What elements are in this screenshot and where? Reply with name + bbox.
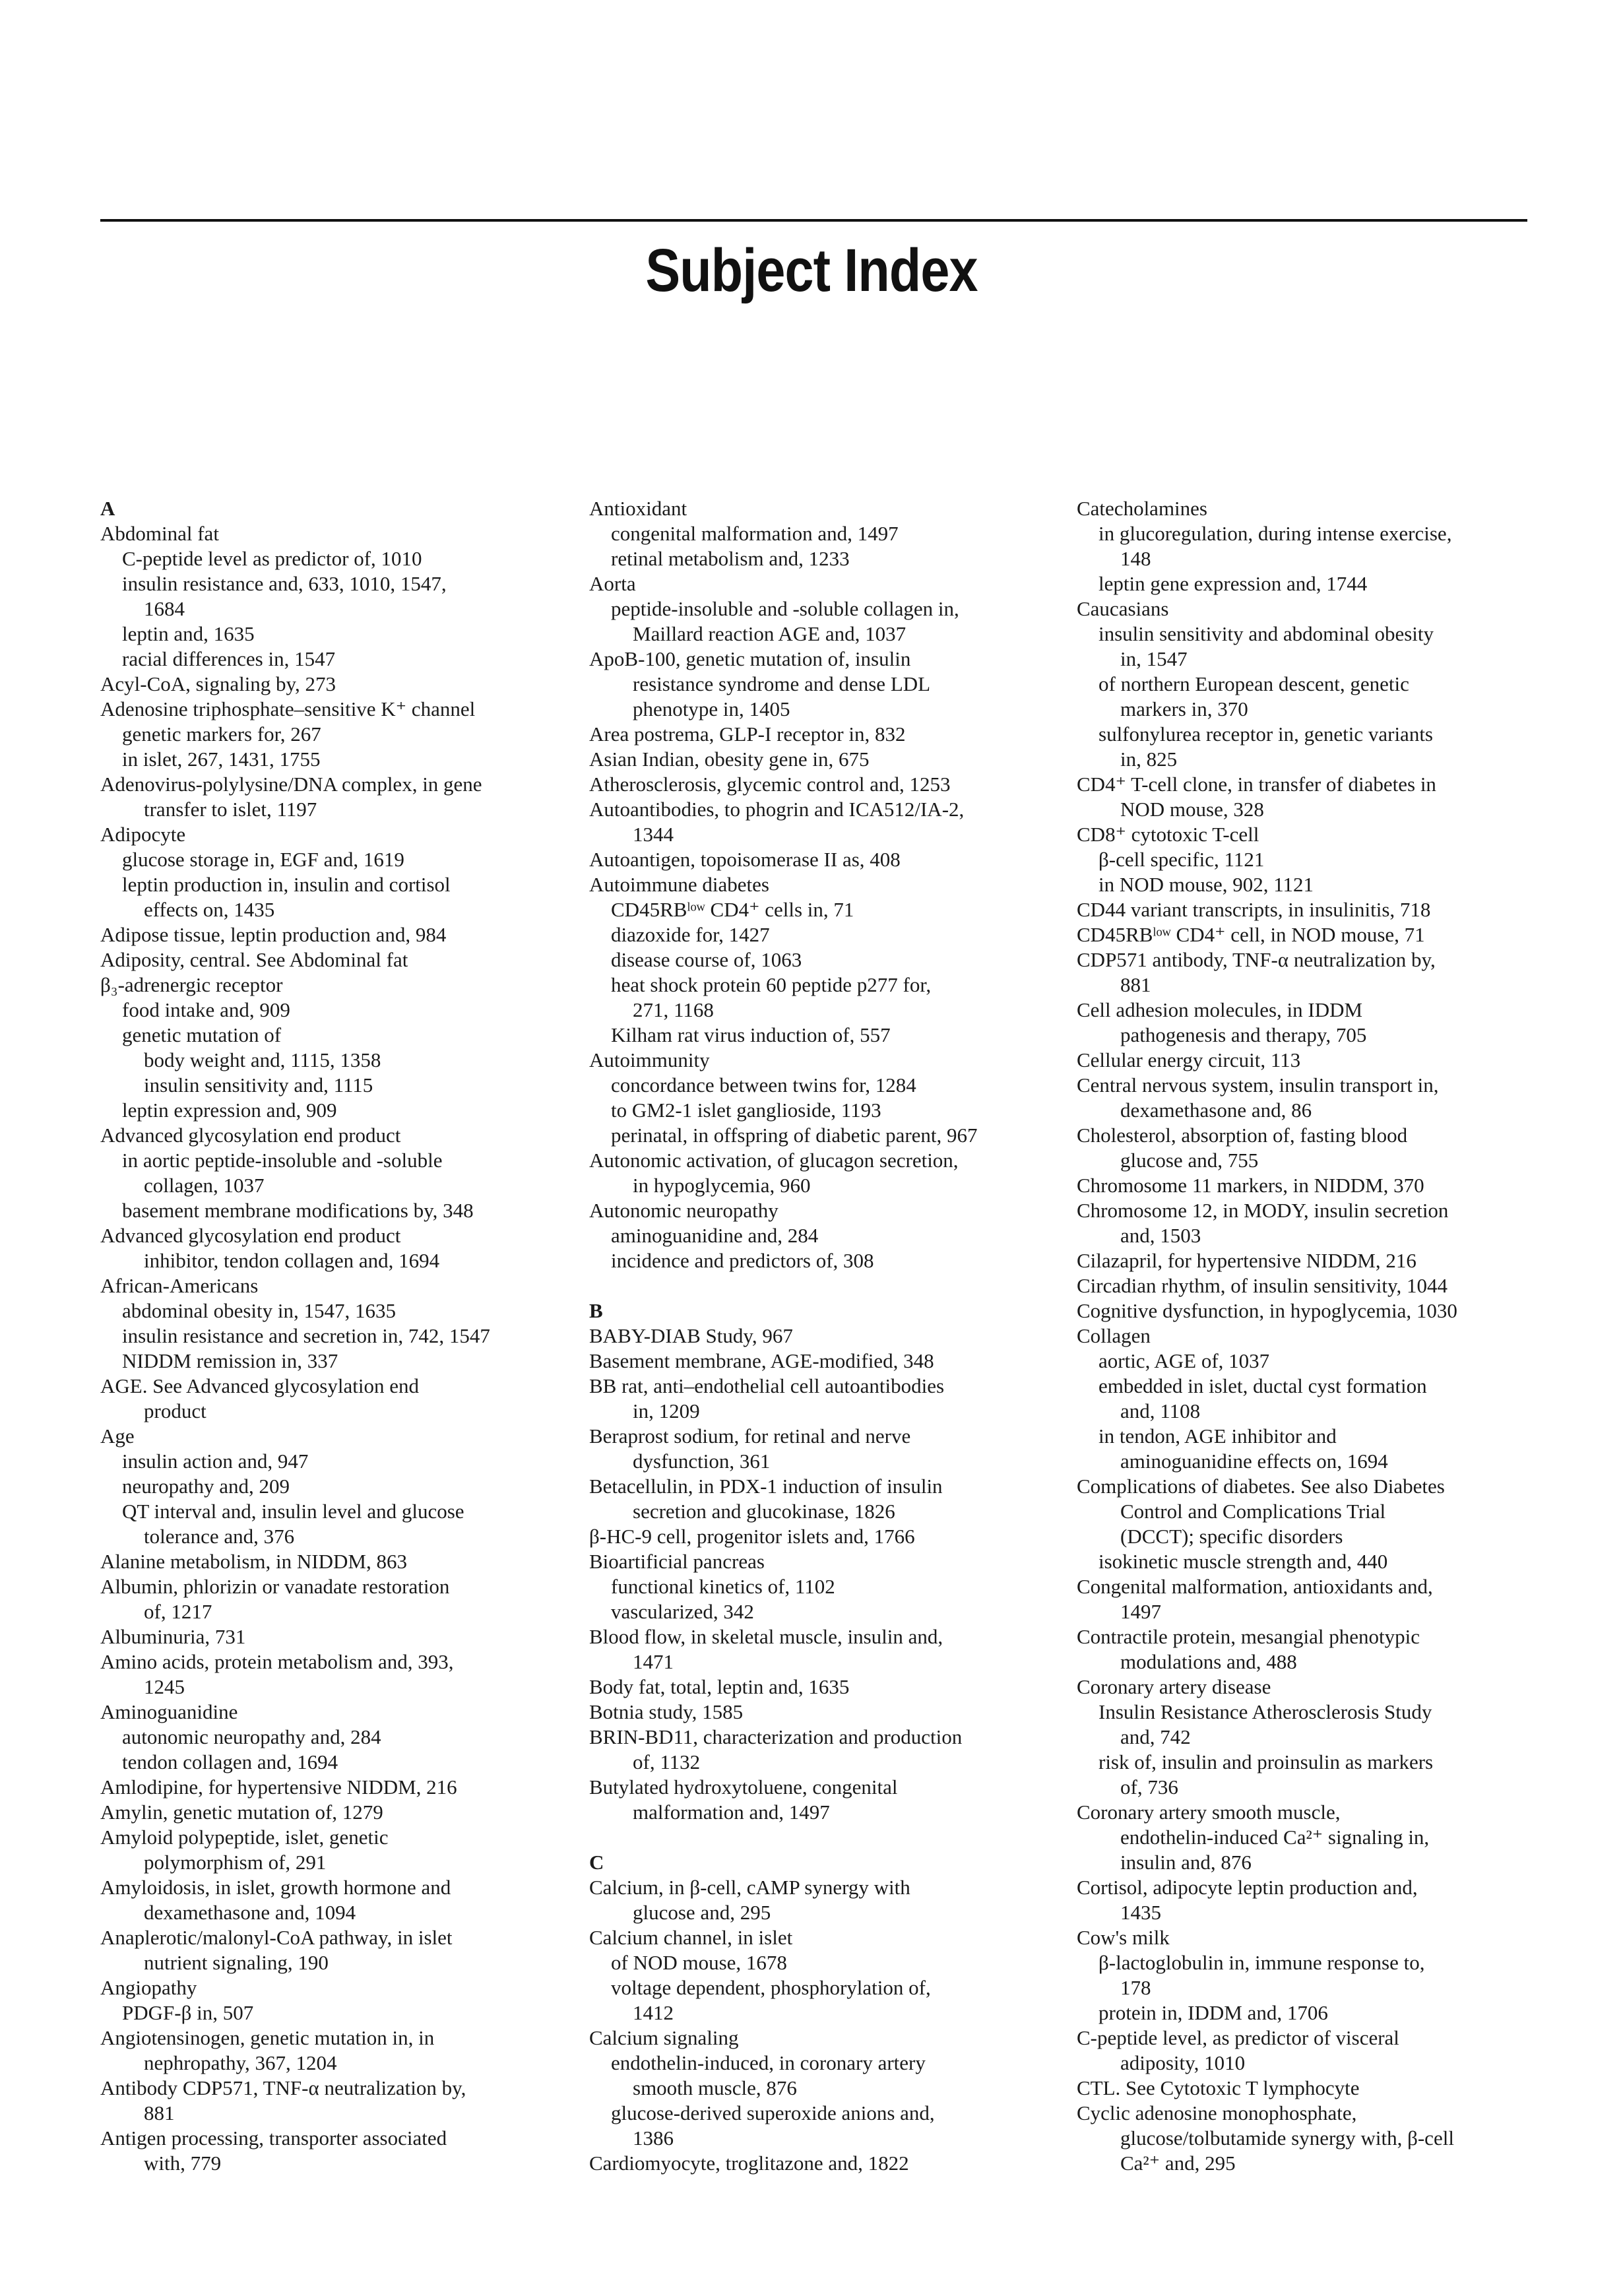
index-entry-line: dexamethasone and, 1094	[144, 1901, 356, 1924]
index-entry-line: functional kinetics of, 1102	[611, 1575, 835, 1598]
index-entry-line: Botnia study, 1585	[589, 1700, 744, 1723]
index-entry-line: Albuminuria, 731	[100, 1625, 246, 1648]
index-entry-line: Cell adhesion molecules, in IDDM	[1077, 998, 1363, 1021]
index-entry-line: insulin sensitivity and abdominal obesity	[1098, 622, 1434, 645]
index-entry-line: inhibitor, tendon collagen and, 1694	[144, 1249, 440, 1272]
index-entry-line: in aortic peptide-insoluble and -soluble	[122, 1149, 443, 1172]
index-entry-line: Complications of diabetes. See also Diabetes	[1077, 1475, 1445, 1498]
index-entry-line: aortic, AGE of, 1037	[1098, 1349, 1270, 1372]
index-entry-line: Autoimmunity	[589, 1048, 710, 1071]
index-entry-line: Alanine metabolism, in NIDDM, 863	[100, 1550, 407, 1573]
index-entry-line: Collagen	[1077, 1324, 1151, 1347]
index-entry-line: 1344	[633, 823, 674, 846]
index-entry-line: Circadian rhythm, of insulin sensitivity, 1044	[1077, 1274, 1448, 1297]
index-entry-line: Cholesterol, absorption of, fasting blood	[1077, 1124, 1408, 1147]
index-entry-line: β₃-adrenergic receptor	[100, 973, 283, 996]
index-entry-line: Beraprost sodium, for retinal and nerve	[589, 1424, 911, 1448]
index-entry-line: of NOD mouse, 1678	[611, 1951, 787, 1974]
index-entry-line: 1245	[144, 1675, 185, 1698]
index-entry-line: transfer to islet, 1197	[144, 798, 317, 821]
index-entry-line: β-lactoglobulin in, immune response to,	[1098, 1951, 1425, 1974]
index-entry-line: leptin production in, insulin and cortisol	[122, 873, 451, 896]
index-entry-line: Albumin, phlorizin or vanadate restoration	[100, 1575, 450, 1598]
index-entry-line: of, 736	[1120, 1775, 1178, 1799]
index-entry-line: PDGF-β in, 507	[122, 2001, 254, 2024]
index-entry-line: racial differences in, 1547	[122, 647, 336, 670]
index-entry-line: Cortisol, adipocyte leptin production and,	[1077, 1876, 1418, 1899]
index-entry-line: resistance syndrome and dense LDL	[633, 672, 931, 695]
index-entry-line: abdominal obesity in, 1547, 1635	[122, 1299, 397, 1322]
index-entry-line: Amyloidosis, in islet, growth hormone and	[100, 1876, 451, 1899]
index-entry-line: food intake and, 909	[122, 998, 290, 1021]
index-entry-line: malformation and, 1497	[633, 1801, 830, 1824]
index-entry-line: aminoguanidine effects on, 1694	[1120, 1450, 1388, 1473]
index-entry-line: Asian Indian, obesity gene in, 675	[589, 748, 870, 771]
index-section-letter: A	[100, 497, 115, 520]
index-entry-line: in hypoglycemia, 960	[633, 1174, 811, 1197]
index-entry-line: 1412	[633, 2001, 674, 2024]
index-entry-line: Adenovirus-polylysine/DNA complex, in gene	[100, 773, 482, 796]
index-entry-line: nutrient signaling, 190	[144, 1951, 329, 1974]
index-entry-line: smooth muscle, 876	[633, 2076, 797, 2099]
index-entry-line: leptin expression and, 909	[122, 1099, 337, 1122]
index-entry-line: Advanced glycosylation end product	[100, 1224, 401, 1247]
index-entry-line: nephropathy, 367, 1204	[144, 2051, 337, 2074]
index-entry-line: Kilham rat virus induction of, 557	[611, 1023, 891, 1046]
index-entry-line: Autoimmune diabetes	[589, 873, 769, 896]
index-entry-line: autonomic neuropathy and, 284	[122, 1725, 381, 1748]
index-entry-line: Aorta	[589, 572, 636, 595]
index-entry-line: CTL. See Cytotoxic T lymphocyte	[1077, 2076, 1360, 2099]
index-entry-line: markers in, 370	[1120, 697, 1248, 720]
index-entry-line: BABY-DIAB Study, 967	[589, 1324, 793, 1347]
index-entry-line: neuropathy and, 209	[122, 1475, 290, 1498]
index-entry-line: tendon collagen and, 1694	[122, 1750, 338, 1773]
index-entry-line: of, 1132	[633, 1750, 701, 1773]
index-entry-line: effects on, 1435	[144, 898, 275, 921]
index-entry-line: Caucasians	[1077, 597, 1169, 620]
index-entry-line: in, 1547	[1120, 647, 1188, 670]
index-entry-line: African-Americans	[100, 1274, 259, 1297]
index-entry-line: in tendon, AGE inhibitor and	[1098, 1424, 1337, 1448]
index-entry-line: CD4⁺ T-cell clone, in transfer of diabetes in	[1077, 773, 1436, 796]
index-entry-line: perinatal, in offspring of diabetic parent, 967	[611, 1124, 978, 1147]
index-section-letter: C	[589, 1851, 604, 1874]
index-entry-line: Cellular energy circuit, 113	[1077, 1048, 1301, 1071]
index-entry-line: of, 1217	[144, 1600, 212, 1623]
index-entry-line: NIDDM remission in, 337	[122, 1349, 338, 1372]
index-entry-line: Autonomic neuropathy	[589, 1199, 779, 1222]
index-entry-line: collagen, 1037	[144, 1174, 265, 1197]
index-entry-line: CD45RBˡᵒʷ CD4⁺ cells in, 71	[611, 898, 854, 921]
index-section-letter: B	[589, 1299, 603, 1322]
index-entry-line: NOD mouse, 328	[1120, 798, 1264, 821]
index-entry-line: congenital malformation and, 1497	[611, 522, 899, 545]
index-entry-line: risk of, insulin and proinsulin as markers	[1098, 1750, 1434, 1773]
index-column-3	[1077, 496, 1539, 2176]
index-entry-line: Amino acids, protein metabolism and, 393,	[100, 1650, 454, 1673]
index-entry-line: Antigen processing, transporter associated	[100, 2126, 447, 2150]
index-entry-line: Calcium, in β-cell, cAMP synergy with	[589, 1876, 910, 1899]
index-entry-line: 178	[1120, 1976, 1151, 1999]
index-entry-line: Anaplerotic/malonyl-CoA pathway, in islet	[100, 1926, 453, 1949]
index-entry-line: Acyl-CoA, signaling by, 273	[100, 672, 336, 695]
index-entry-line: CDP571 antibody, TNF-α neutralization by,	[1077, 948, 1436, 971]
index-entry-line: leptin gene expression and, 1744	[1098, 572, 1368, 595]
index-entry-line: Adipose tissue, leptin production and, 984	[100, 923, 447, 946]
index-entry-line: Cyclic adenosine monophosphate,	[1077, 2101, 1357, 2124]
index-entry-line: Amlodipine, for hypertensive NIDDM, 216	[100, 1775, 457, 1799]
index-entry-line: glucose storage in, EGF and, 1619	[122, 848, 404, 871]
index-entry-line: Antibody CDP571, TNF-α neutralization by,	[100, 2076, 466, 2099]
index-entry-line: Congenital malformation, antioxidants and,	[1077, 1575, 1433, 1598]
index-entry-line: 1435	[1120, 1901, 1161, 1924]
index-entry-line: C-peptide level, as predictor of visceral	[1077, 2026, 1399, 2049]
index-entry-line: vascularized, 342	[611, 1600, 754, 1623]
index-entry-line: endothelin-induced Ca²⁺ signaling in,	[1120, 1826, 1430, 1849]
index-entry-line: in, 1209	[633, 1399, 700, 1422]
index-entry-line: glucose and, 755	[1120, 1149, 1259, 1172]
index-entry-line: BB rat, anti–endothelial cell autoantibodies	[589, 1374, 945, 1397]
index-entry-line: with, 779	[144, 2152, 222, 2175]
index-entry-line: Maillard reaction AGE and, 1037	[633, 622, 907, 645]
index-entry-line: Amylin, genetic mutation of, 1279	[100, 1801, 383, 1824]
index-entry-line: concordance between twins for, 1284	[611, 1073, 916, 1097]
index-entry-line: Autoantibodies, to phogrin and ICA512/IA-2,	[589, 798, 965, 821]
index-entry-line: to GM2-1 islet ganglioside, 1193	[611, 1099, 881, 1122]
index-entry-line: (DCCT); specific disorders	[1120, 1525, 1343, 1548]
index-entry-line: genetic mutation of	[122, 1023, 282, 1046]
index-entry-line: Autoantigen, topoisomerase II as, 408	[589, 848, 901, 871]
index-entry-line: and, 1108	[1120, 1399, 1201, 1422]
index-entry-line: adiposity, 1010	[1120, 2051, 1246, 2074]
index-entry-line: aminoguanidine and, 284	[611, 1224, 819, 1247]
index-entry-line: dysfunction, 361	[633, 1450, 771, 1473]
index-entry-line: in, 825	[1120, 748, 1178, 771]
index-entry-line: Chromosome 12, in MODY, insulin secretion	[1077, 1199, 1449, 1222]
index-entry-line: tolerance and, 376	[144, 1525, 295, 1548]
index-entry-line: insulin action and, 947	[122, 1450, 309, 1473]
page-title: Subject Index	[645, 237, 978, 304]
index-entry-line: of northern European descent, genetic	[1098, 672, 1409, 695]
index-entry-line: in islet, 267, 1431, 1755	[122, 748, 321, 771]
index-entry-line: pathogenesis and therapy, 705	[1120, 1023, 1367, 1046]
index-entry-line: Autonomic activation, of glucagon secretion,	[589, 1149, 959, 1172]
index-entry-line: isokinetic muscle strength and, 440	[1098, 1550, 1388, 1573]
index-entry-line: Ca²⁺ and, 295	[1120, 2152, 1236, 2175]
index-entry-line: in glucoregulation, during intense exercise,	[1098, 522, 1452, 545]
index-entry-line: Atherosclerosis, glycemic control and, 1253	[589, 773, 951, 796]
index-entry-line: Cilazapril, for hypertensive NIDDM, 216	[1077, 1249, 1416, 1272]
index-entry-line: genetic markers for, 267	[122, 722, 321, 746]
index-entry-line: Blood flow, in skeletal muscle, insulin and,	[589, 1625, 943, 1648]
index-entry-line: ApoB-100, genetic mutation of, insulin	[589, 647, 911, 670]
index-entry-line: Abdominal fat	[100, 522, 219, 545]
index-entry-line: Chromosome 11 markers, in NIDDM, 370	[1077, 1174, 1424, 1197]
index-entry-line: retinal metabolism and, 1233	[611, 547, 850, 570]
index-entry-line: heat shock protein 60 peptide p277 for,	[611, 973, 932, 996]
index-entry-line: secretion and glucokinase, 1826	[633, 1500, 895, 1523]
index-entry-line: endothelin-induced, in coronary artery	[611, 2051, 926, 2074]
index-entry-line: Cardiomyocyte, troglitazone and, 1822	[589, 2152, 909, 2175]
index-entry-line: Angiotensinogen, genetic mutation in, in	[100, 2026, 435, 2049]
index-entry-line: CD45RBˡᵒʷ CD4⁺ cell, in NOD mouse, 71	[1077, 923, 1425, 946]
index-entry-line: glucose and, 295	[633, 1901, 771, 1924]
index-entry-line: CD8⁺ cytotoxic T-cell	[1077, 823, 1259, 846]
index-entry-line: Calcium channel, in islet	[589, 1926, 793, 1949]
index-entry-line: 271, 1168	[633, 998, 714, 1021]
index-entry-line: glucose-derived superoxide anions and,	[611, 2101, 935, 2124]
index-entry-line: 1386	[633, 2126, 674, 2150]
index-entry-line: Coronary artery smooth muscle,	[1077, 1801, 1341, 1824]
index-entry-line: Angiopathy	[100, 1976, 197, 1999]
index-entry-line: β-cell specific, 1121	[1098, 848, 1265, 871]
index-entry-line: Basement membrane, AGE-modified, 348	[589, 1349, 934, 1372]
index-entry-line: Control and Complications Trial	[1120, 1500, 1386, 1523]
index-entry-line: Bioartificial pancreas	[589, 1550, 765, 1573]
index-entry-line: β-HC-9 cell, progenitor islets and, 1766	[589, 1525, 915, 1548]
index-entry-line: Antioxidant	[589, 497, 687, 520]
index-entry-line: Central nervous system, insulin transport in,	[1077, 1073, 1439, 1097]
index-entry-line: Body fat, total, leptin and, 1635	[589, 1675, 850, 1698]
index-entry-line: leptin and, 1635	[122, 622, 255, 645]
index-entry-line: insulin and, 876	[1120, 1851, 1252, 1874]
index-entry-line: Age	[100, 1424, 135, 1448]
index-entry-line: C-peptide level as predictor of, 1010	[122, 547, 422, 570]
index-entry-line: voltage dependent, phosphorylation of,	[611, 1976, 931, 1999]
index-column-2	[589, 496, 1051, 2176]
index-entry-line: insulin resistance and, 633, 1010, 1547,	[122, 572, 447, 595]
index-entry-line: protein in, IDDM and, 1706	[1098, 2001, 1328, 2024]
index-entry-line: Calcium signaling	[589, 2026, 739, 2049]
section-spacer	[589, 1825, 1051, 1850]
index-entry-line: Aminoguanidine	[100, 1700, 238, 1723]
index-entry-line: product	[144, 1399, 207, 1422]
index-entry-line: body weight and, 1115, 1358	[144, 1048, 381, 1071]
index-entry-line: 148	[1120, 547, 1151, 570]
index-entry-line: Amyloid polypeptide, islet, genetic	[100, 1826, 389, 1849]
index-entry-line: 1684	[144, 597, 185, 620]
index-entry-line: AGE. See Advanced glycosylation end	[100, 1374, 419, 1397]
index-entry-line: Contractile protein, mesangial phenotypic	[1077, 1625, 1420, 1648]
index-entry-line: Adipocyte	[100, 823, 186, 846]
index-entry-line: sulfonylurea receptor in, genetic variants	[1098, 722, 1433, 746]
index-entry-line: Cow's milk	[1077, 1926, 1170, 1949]
index-entry-line: Adenosine triphosphate–sensitive K⁺ channel	[100, 697, 476, 720]
index-entry-line: incidence and predictors of, 308	[611, 1249, 874, 1272]
index-entry-line: polymorphism of, 291	[144, 1851, 327, 1874]
index-entry-line: Coronary artery disease	[1077, 1675, 1271, 1698]
index-entry-line: 1497	[1120, 1600, 1161, 1623]
index-entry-line: diazoxide for, 1427	[611, 923, 770, 946]
index-entry-line: Butylated hydroxytoluene, congenital	[589, 1775, 898, 1799]
index-entry-line: Catecholamines	[1077, 497, 1207, 520]
index-entry-line: Adiposity, central. See Abdominal fat	[100, 948, 408, 971]
index-entry-line: Area postrema, GLP-I receptor in, 832	[589, 722, 906, 746]
index-entry-line: QT interval and, insulin level and glucose	[122, 1500, 464, 1523]
index-entry-line: BRIN-BD11, characterization and production	[589, 1725, 963, 1748]
index-entry-line: basement membrane modifications by, 348	[122, 1199, 474, 1222]
index-entry-line: 881	[144, 2101, 175, 2124]
index-entry-line: 1471	[633, 1650, 674, 1673]
index-entry-line: peptide-insoluble and -soluble collagen in,	[611, 597, 959, 620]
index-entry-line: phenotype in, 1405	[633, 697, 790, 720]
index-entry-line: and, 1503	[1120, 1224, 1201, 1247]
index-entry-line: CD44 variant transcripts, in insulinitis, 718	[1077, 898, 1431, 921]
index-entry-line: Betacellulin, in PDX-1 induction of insulin	[589, 1475, 943, 1498]
index-entry-line: embedded in islet, ductal cyst formation	[1098, 1374, 1427, 1397]
index-entry-line: Cognitive dysfunction, in hypoglycemia, 1030	[1077, 1299, 1457, 1322]
index-entry-line: and, 742	[1120, 1725, 1191, 1748]
index-entry-line: Insulin Resistance Atherosclerosis Study	[1098, 1700, 1432, 1723]
index-entry-line: insulin sensitivity and, 1115	[144, 1073, 373, 1097]
index-entry-line: Advanced glycosylation end product	[100, 1124, 401, 1147]
section-spacer	[589, 1273, 1051, 1298]
top-rule	[100, 219, 1527, 222]
index-entry-line: modulations and, 488	[1120, 1650, 1297, 1673]
index-entry-line: disease course of, 1063	[611, 948, 802, 971]
index-entry-line: in NOD mouse, 902, 1121	[1098, 873, 1314, 896]
index-entry-line: dexamethasone and, 86	[1120, 1099, 1312, 1122]
index-entry-line: 881	[1120, 973, 1151, 996]
index-entry-line: insulin resistance and secretion in, 742, 1547	[122, 1324, 490, 1347]
index-column-1	[100, 496, 562, 2176]
index-entry-line: glucose/tolbutamide synergy with, β-cell	[1120, 2126, 1454, 2150]
